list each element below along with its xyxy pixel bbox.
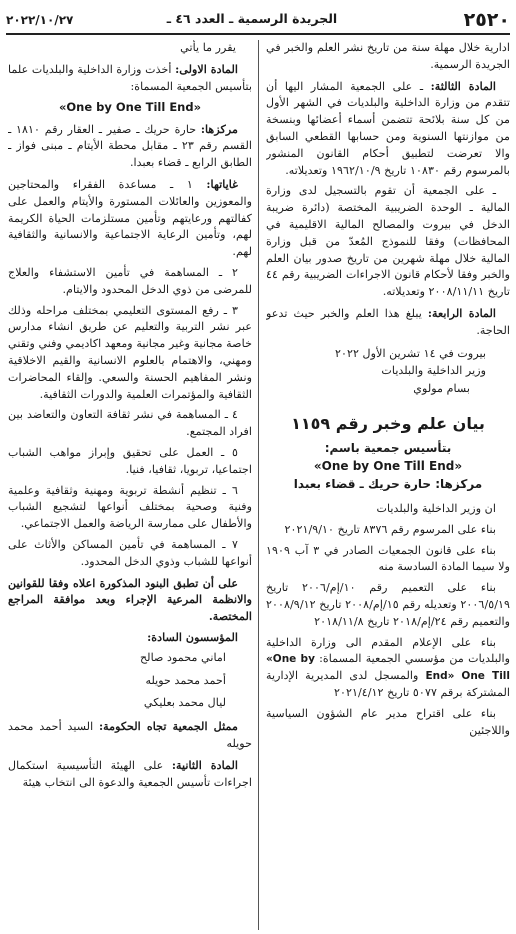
decides-line: يقرر ما يأتي	[180, 41, 236, 54]
legal-basis: بناء على اقتراح مدير عام الشؤون السياسية واللاجئين	[266, 706, 510, 737]
right-column	[266, 40, 510, 930]
headquarters	[8, 121, 252, 172]
decree-location: مركزها: حارة حريك ـ قضاء بعبدا	[293, 476, 483, 491]
legal-basis: بناء على قانون الجمعيات الصادر في ٣ آب ١٩٠٩ ولا سيما المادة السادسة منه	[266, 543, 510, 574]
article-label: المادة الثالثة:	[430, 78, 496, 93]
goal-item: ٤ ـ المساهمة في نشر ثقافة التعاون والتعاضد بين افراد المجتمع.	[8, 408, 252, 439]
association-name-inline: «One by One Till	[266, 653, 510, 683]
decree-founding: بتأسيس جمعية باسم:	[324, 440, 452, 455]
paragraph: ادارية خلال مهلة سنة من تاريخ نشر العلم والخبر في الجريدة الرسمية.	[266, 41, 510, 71]
goal-item: ٢ ـ المساهمة في تأمين الاستشفاء والعلاج للمرضى من ذوي الدخل المحدود والايتام.	[8, 266, 252, 296]
founder-name: اماني محمود صالح	[139, 650, 226, 664]
goals-label: غاياتها:	[206, 177, 238, 192]
basis-text: والمسجل لدى المديرية الإدارية المشتركة برقم ٥٠٧٧ تاريخ ٢٠٢١/٤/١٢	[266, 669, 510, 699]
goals	[8, 176, 252, 261]
founder-name: أحمد محمد حويله	[145, 673, 226, 687]
page-header	[6, 6, 510, 30]
article-label: المادة الرابعة:	[427, 305, 496, 320]
basis-text: بناء على الإعلام المقدم الى وزارة الداخلية والبلديات من مؤسسي الجمعية المسماة:	[266, 635, 510, 666]
tax-paragraph: ـ على الجمعية أن تقوم بالتسجيل لدى وزارة المالية ـ الوحدة الضريبية المختصة (دائرة ضريبة الدخل في بيروت والمصالح المالية الاقليمية في المحافظات) وفقا للنموذج المُعدّ من قبل وزارة المالية خلال مهلة شهرين من تاريخ صدور بيان العلم والخبر وفقا لأحكام قانون الاجراءات الضريبية رقم ٤٤ تاريخ ٢٠٠٨/١١/١١ وتعديلاته.	[266, 184, 510, 299]
hq-label: مركزها:	[200, 121, 238, 136]
column-divider	[258, 40, 259, 930]
goal-item: ٣ ـ رفع المستوى التعليمي بمختلف مراحله وذلك عبر نشر التربية والتعليم عن طريق انشاء مدارس خاصة مجانية وغير مجانية ومعهد اكاديمي وفني وتقني ومهني، والاهتمام بالعلوم الانسانية والقيم الاخلاقية ونشر المفاهيم الحسنة والسعي. وإلقاء المحاضرات الثقافية والمؤتمرات العلمية والدورات الثقافية.	[8, 303, 252, 401]
signature-name: بسام مولوي	[413, 382, 470, 396]
founders-label: المؤسسون السادة:	[147, 629, 238, 644]
goal-item: ٥ ـ العمل على تحقيق وإبراز مواهب الشباب اجتماعيا، تربويا، ثقافيا، فنيا.	[8, 445, 252, 476]
article-text: أخذت وزارة الداخلية والبلديات علما بتأسيس الجمعية المسماة:	[8, 62, 252, 93]
goal-item: ٦ ـ تنظيم أنشطة تربوية ومهنية وثقافية وعلمية وفنية وصحية بمختلف أنواعها لتشجيع الشباب والأطفال على ممارسة الرياضة والعمل الاجتماعي.	[8, 483, 252, 531]
legal-basis: بناء على التعميم رقم ١٠/إم/٢٠٠٦ تاريخ ٢٠٠٦/٥/١٩ وتعديله رقم ١٥/إم/٢٠٠٨ تاريخ ٢٠٠٨/٩/١٢ والتعميم رقم ٢٤/إم/٢٠١٨ تاريخ ٢٠١٨/١١/٨	[266, 581, 510, 628]
signature-place-date: بيروت في ١٤ تشرين الأول ٢٠٢٢	[334, 346, 486, 360]
article-text: ـ على الجمعية المشار اليها أن تتقدم من وزارة الداخلية والبلديات في الشهر الأول من كل سنة بلائحة تتضمن أسماء أعضائها وبنسخة من موازنتها السنوية ومن حسابها القطعي السابق والا تعرضت لتطبيق أحكام القانون المنشور بالمرسوم رقم ١٠٨٣٠ تاريخ ١٩٦٢/١٠/٩ وتعديلاته.	[266, 79, 510, 177]
goal-item: ٧ ـ المساهمة في تأمين المساكن والأثاث على أنواعها للشباب وذوي الدخل المحدود.	[8, 537, 252, 568]
article-text: يبلغ هذا العلم والخبر حيث تدعو الحاجة.	[266, 306, 510, 337]
header-rule	[6, 33, 510, 35]
left-column	[8, 40, 252, 930]
issue-date: ٢٠٢٢/١٠/٢٧	[6, 13, 74, 27]
article-4	[266, 305, 510, 340]
article-text: على الهيئة التأسيسية استكمال اجراءات تأسيس الجمعية والدعوة الى انتخاب هيئة	[8, 758, 252, 789]
decree-title: بيان علم وخبر رقم ١١٥٩	[291, 413, 485, 433]
rep-text: السيد أحمد محمد حويله	[8, 720, 252, 750]
government-representative	[8, 718, 252, 753]
article-label: المادة الاولى:	[175, 61, 239, 76]
minister-line: ان وزير الداخلية والبلديات	[376, 501, 496, 515]
article-1	[8, 61, 252, 96]
page-number: ٢٥٢٠	[463, 9, 510, 31]
conditional-clause: على أن تطبق البنود المذكورة اعلاه وفقا للقوانين والانظمة المرعية الإجراء وبعد موافقة المراجع المختصة.	[8, 575, 252, 624]
association-name: «One by One Till End»	[58, 100, 202, 115]
goals-text: ١ ـ مساعدة الفقراء والمحتاجين والمعوزين والعائلات المستورة والأيتام والعمل على كفالتهم ورعايتهم وتأمين مستلزمات الحياة الكريمة لهم، وتأمين الرعاية الاجتماعية والانسانية والثقافية لهم.	[8, 178, 252, 259]
gazette-title: الجريدة الرسمية ـ العدد ٤٦ ـ	[166, 11, 338, 26]
rep-label: ممثل الجمعية تجاه الحكومة:	[98, 719, 238, 734]
signature-title: وزير الداخلية والبلديات	[381, 364, 486, 378]
founder-name: ليال محمد بعليكي	[143, 696, 226, 710]
hq-text: حارة حريك ـ صفير ـ العقار رقم ١٨١٠ ـ القسم رقم ٢٣ ـ مقابل محطة الأيتام ـ مبنى فواز ـ الطابق الرابع ـ قضاء بعبدا.	[8, 122, 252, 170]
association-name-inline: End»	[425, 670, 455, 683]
article-2	[8, 757, 252, 792]
article-3	[266, 78, 510, 180]
legal-basis: بناء على المرسوم رقم ٨٣٧٦ تاريخ ٢٠٢١/٩/١٠	[284, 522, 496, 536]
legal-basis	[266, 635, 510, 702]
article-label: المادة الثانية:	[171, 757, 238, 772]
association-name: «One by One Till End»	[313, 458, 463, 473]
